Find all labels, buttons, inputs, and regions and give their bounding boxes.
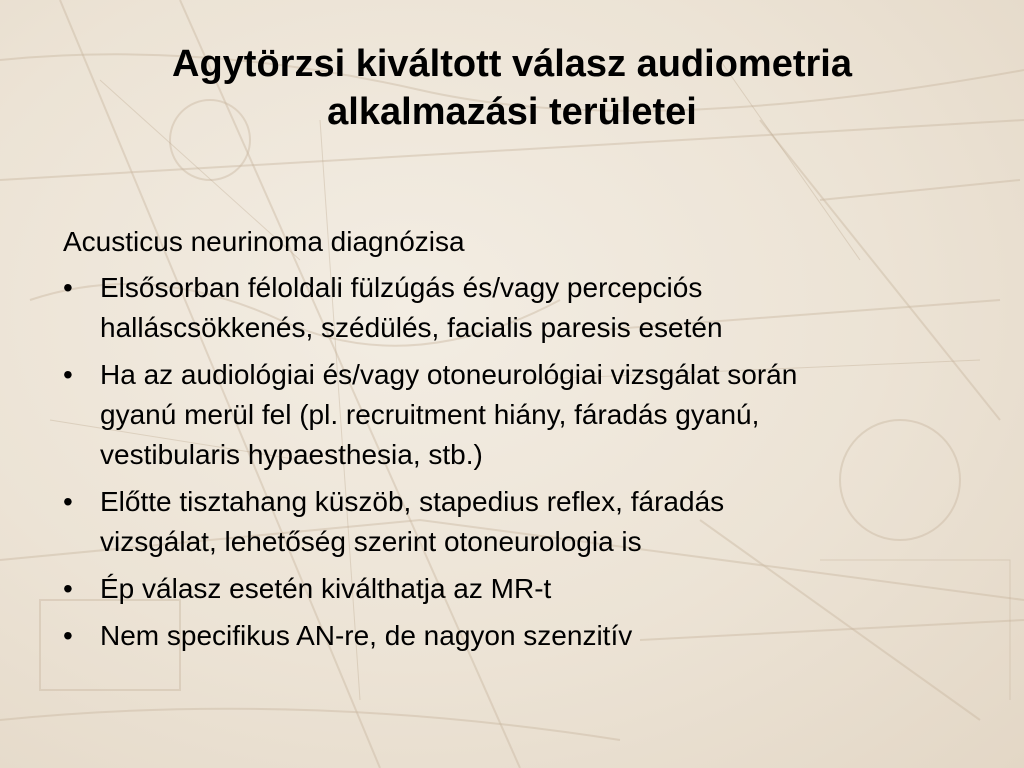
bullet-item [63,355,963,475]
bullet-text-line: vizsgálat, lehetőség szerint otoneurologia is [100,526,642,557]
bullet-text-line: Ha az audiológiai és/vagy otoneurológiai vizsgálat során [100,359,798,390]
bullet-text-line: vestibularis hypaesthesia, stb.) [100,439,483,470]
bullet-item [63,482,963,562]
bullet-item [63,268,963,348]
bullet-icon: • [63,573,73,604]
intro-heading: Acusticus neurinoma diagnózisa [63,226,465,257]
bullet-text-line: Nem specifikus AN-re, de nagyon szenzitív [100,620,633,651]
slide-title-line-1: Agytörzsi kiváltott válasz audiometria [172,43,852,85]
bullet-icon: • [63,359,73,390]
bullet-text-line: halláscsökkenés, szédülés, facialis paresis esetén [100,312,723,343]
bullet-text-line: gyanú merül fel (pl. recruitment hiány, fáradás gyanú, [100,399,760,430]
bullet-item [63,616,963,656]
slide-body [63,222,963,663]
slide-title-line-2: alkalmazási területei [327,91,697,133]
bullet-text-line: Ép válasz esetén kiválthatja az MR-t [100,573,552,604]
bullet-item [63,569,963,609]
bullet-icon: • [63,620,73,651]
bullet-icon: • [63,486,73,517]
bullet-text-line: Előtte tisztahang küszöb, stapedius reflex, fáradás [100,486,725,517]
bullet-list [63,268,963,656]
bullet-text-line: Elsősorban féloldali fülzúgás és/vagy percepciós [100,272,703,303]
bullet-icon: • [63,272,73,303]
slide-title [40,40,984,136]
